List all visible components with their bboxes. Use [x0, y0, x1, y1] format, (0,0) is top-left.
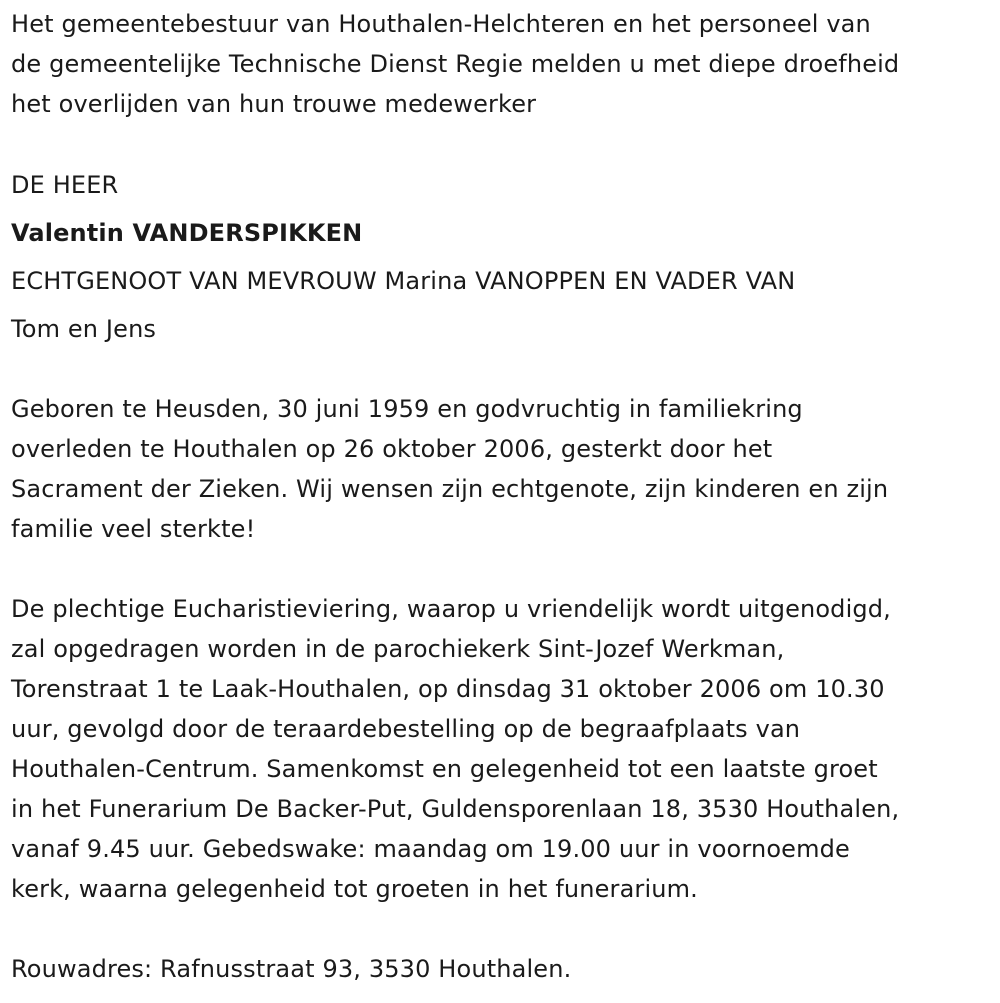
birth-line-4: familie veel sterkte! [11, 515, 256, 543]
ceremony-line-3: Torenstraat 1 te Laak-Houthalen, op dinsdag 31 oktober 2006 om 10.30 [11, 675, 885, 703]
intro-line-3: het overlijden van hun trouwe medewerker [11, 90, 537, 118]
ceremony-line-2: zal opgedragen worden in de parochiekerk Sint-Jozef Werkman, [11, 635, 785, 663]
ceremony-line-6: in het Funerarium De Backer-Put, Guldensporenlaan 18, 3530 Houthalen, [11, 795, 900, 823]
birth-line-3: Sacrament der Zieken. Wij wensen zijn echtgenote, zijn kinderen en zijn [11, 475, 889, 503]
intro-line-1: Het gemeentebestuur van Houthalen-Helchteren en het personeel van [11, 10, 871, 38]
ceremony-line-8: kerk, waarna gelegenheid tot groeten in het funerarium. [11, 875, 698, 903]
ceremony-line-5: Houthalen-Centrum. Samenkomst en gelegenheid tot een laatste groet [11, 755, 878, 783]
honorific-title: DE HEER [11, 171, 119, 199]
ceremony-line-1: De plechtige Eucharistieviering, waarop u vriendelijk wordt uitgenodigd, [11, 595, 891, 623]
intro-line-2: de gemeentelijke Technische Dienst Regie melden u met diepe droefheid [11, 50, 900, 78]
children-line: Tom en Jens [11, 315, 157, 343]
birth-line-2: overleden te Houthalen op 26 oktober 2006, gesterkt door het [11, 435, 773, 463]
birth-line-1: Geboren te Heusden, 30 juni 1959 en godvruchtig in familiekring [11, 395, 803, 423]
deceased-name: Valentin VANDERSPIKKEN [11, 219, 363, 247]
ceremony-line-7: vanaf 9.45 uur. Gebedswake: maandag om 19.00 uur in voornoemde [11, 835, 850, 863]
spouse-line: ECHTGENOOT VAN MEVROUW Marina VANOPPEN EN VADER VAN [11, 267, 796, 295]
mourning-address: Rouwadres: Rafnusstraat 93, 3530 Houthalen. [11, 955, 572, 983]
ceremony-line-4: uur, gevolgd door de teraardebestelling op de begraafplaats van [11, 715, 801, 743]
